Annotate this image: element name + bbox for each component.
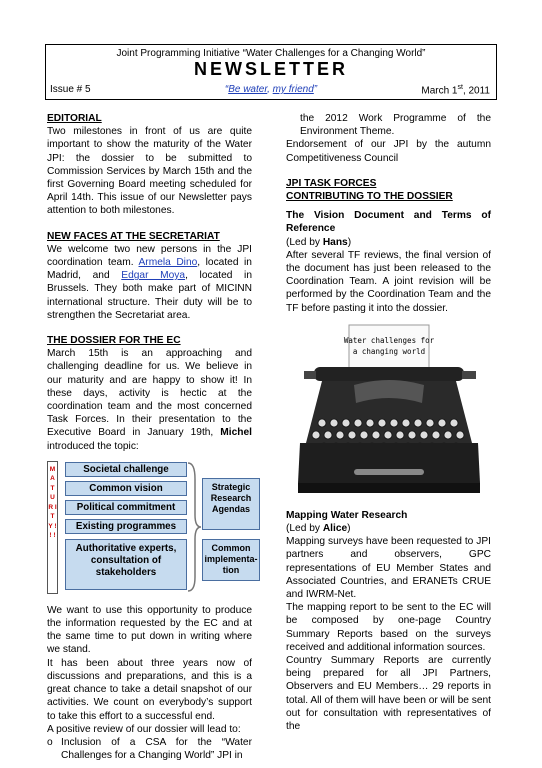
mapping-heading: Mapping Water Research <box>286 509 408 521</box>
typewriter-image <box>294 323 484 501</box>
right-column <box>286 112 491 733</box>
new-faces-heading: NEW FACES AT THE SECRETARIAT <box>47 230 220 242</box>
dossier-text-f: Endorsement of our JPI by the autumn Competitiveness Council <box>286 139 491 164</box>
vision-text: After several TF reviews, the final version of the document has just been released to the Coordination Team. A joint revision will be performed by the Coordination Team and the TF before pasting it into the dossier. <box>286 249 491 314</box>
box-experts-stakeholders: Authoritative experts, consultation of stakeholders <box>65 539 187 590</box>
bullet-continuation: the 2012 Work Programme of the Environment Theme. <box>300 113 491 138</box>
person-link-armela-dino[interactable]: Armela Dino <box>138 257 198 269</box>
box-societal-challenge: Societal challenge <box>65 462 187 477</box>
maturity-label: M A T U R I T Y ! ! ! <box>47 461 58 594</box>
newsletter-title: NEWSLETTER <box>194 59 348 79</box>
dossier-text-e: A positive review of our dossier will lead to: <box>47 723 241 735</box>
mapping-text-a: Mapping surveys have been requested to JPI partners and observers, GPC representations of EU Member States and Associated Countries, and ERANETs CRUE and IWRM-Net. <box>286 536 491 601</box>
left-column <box>47 112 258 762</box>
box-common-implementation: Common implementa-tion <box>202 539 260 581</box>
box-common-vision: Common vision <box>65 481 187 496</box>
motto-link-be-water[interactable]: Be water <box>228 84 268 95</box>
mapping-text-b: The mapping report to be sent to the EC will be composed by one-page Country Summary Reports based on the surveys received and additional information sources. <box>286 602 491 653</box>
editorial-heading: EDITORIAL <box>47 113 102 124</box>
svg-text:Water challenges for: Water challenges for <box>343 335 434 345</box>
masthead <box>45 44 497 100</box>
motto: “Be water, my friend” <box>224 84 318 95</box>
dossier-intro: March 15th is an approaching and challenging deadline for us. We believe in our maturity and are happy to show it! In these days, activity is hectic at the coordination team and the most concerned Task Forces. In their presentation to the Executive Board in January 19th, Michel introduced the topic: <box>47 348 252 452</box>
initiative-name: Joint Programming Initiative “Water Challenges for a Changing World” <box>116 48 426 59</box>
vision-document-heading: The Vision Document and Terms of Reference <box>286 210 491 235</box>
dossier-heading: THE DOSSIER FOR THE EC <box>47 335 181 347</box>
person-link-edgar-moya[interactable]: Edgar Moya <box>121 270 186 282</box>
issue-date: March 1st, 2011 <box>421 84 490 97</box>
motto-link-my-friend[interactable]: my friend <box>272 84 314 95</box>
list-item: o Inclusion of a CSA for the “Water Challenges for a Changing World” JPI in <box>47 736 252 762</box>
box-political-commitment: Political commitment <box>65 500 187 515</box>
box-existing-programmes: Existing programmes <box>65 519 187 534</box>
editorial-text: Two milestones in front of us are quite important to show the maturity of the Water JPI: the dossier to be submitted to Commission Services by March 15th and the first Governing Board meeting scheduled for April 14th. This issue of our Newsletter pays attention to both milestones. <box>47 126 252 217</box>
vision-led-by: (Led by Hans) <box>286 236 352 248</box>
presenter-name: Michel <box>220 427 252 439</box>
issue-number: Issue # 5 <box>50 84 91 95</box>
svg-text:a changing world: a changing world <box>352 346 425 356</box>
box-strategic-research-agendas: Strategic Research Agendas <box>202 478 260 530</box>
dossier-text-c: We want to use this opportunity to produce the information requested by the EC and at the same time to put down in writing where we stand. <box>47 604 252 656</box>
mapping-text-c: Country Summary Reports are currently being prepared for all JPI Partners, Observers and EU Members… 29 reports in total. All of them will have been or will be sent out for consultation with representatives of the <box>286 655 491 733</box>
dossier-text-d: It has been about three years now of discussions and preparations, and this is a great chance to take a detail snapshot of our activities. We count on everybody’s support to take this effort to a successful end. <box>47 657 252 722</box>
maturity-diagram <box>47 459 258 596</box>
task-forces-heading: JPI TASK FORCES CONTRIBUTING TO THE DOSSIER <box>286 177 453 203</box>
new-faces-text: We welcome two new persons in the JPI coordination team. Armela Dino, located in Madrid, and Edgar Moya, located in Brussels. They both make part of MICINN international structure. Their duty will be to strengthen the Secretariat area. <box>47 243 252 321</box>
mapping-led-by: (Led by Alice) <box>286 523 351 535</box>
